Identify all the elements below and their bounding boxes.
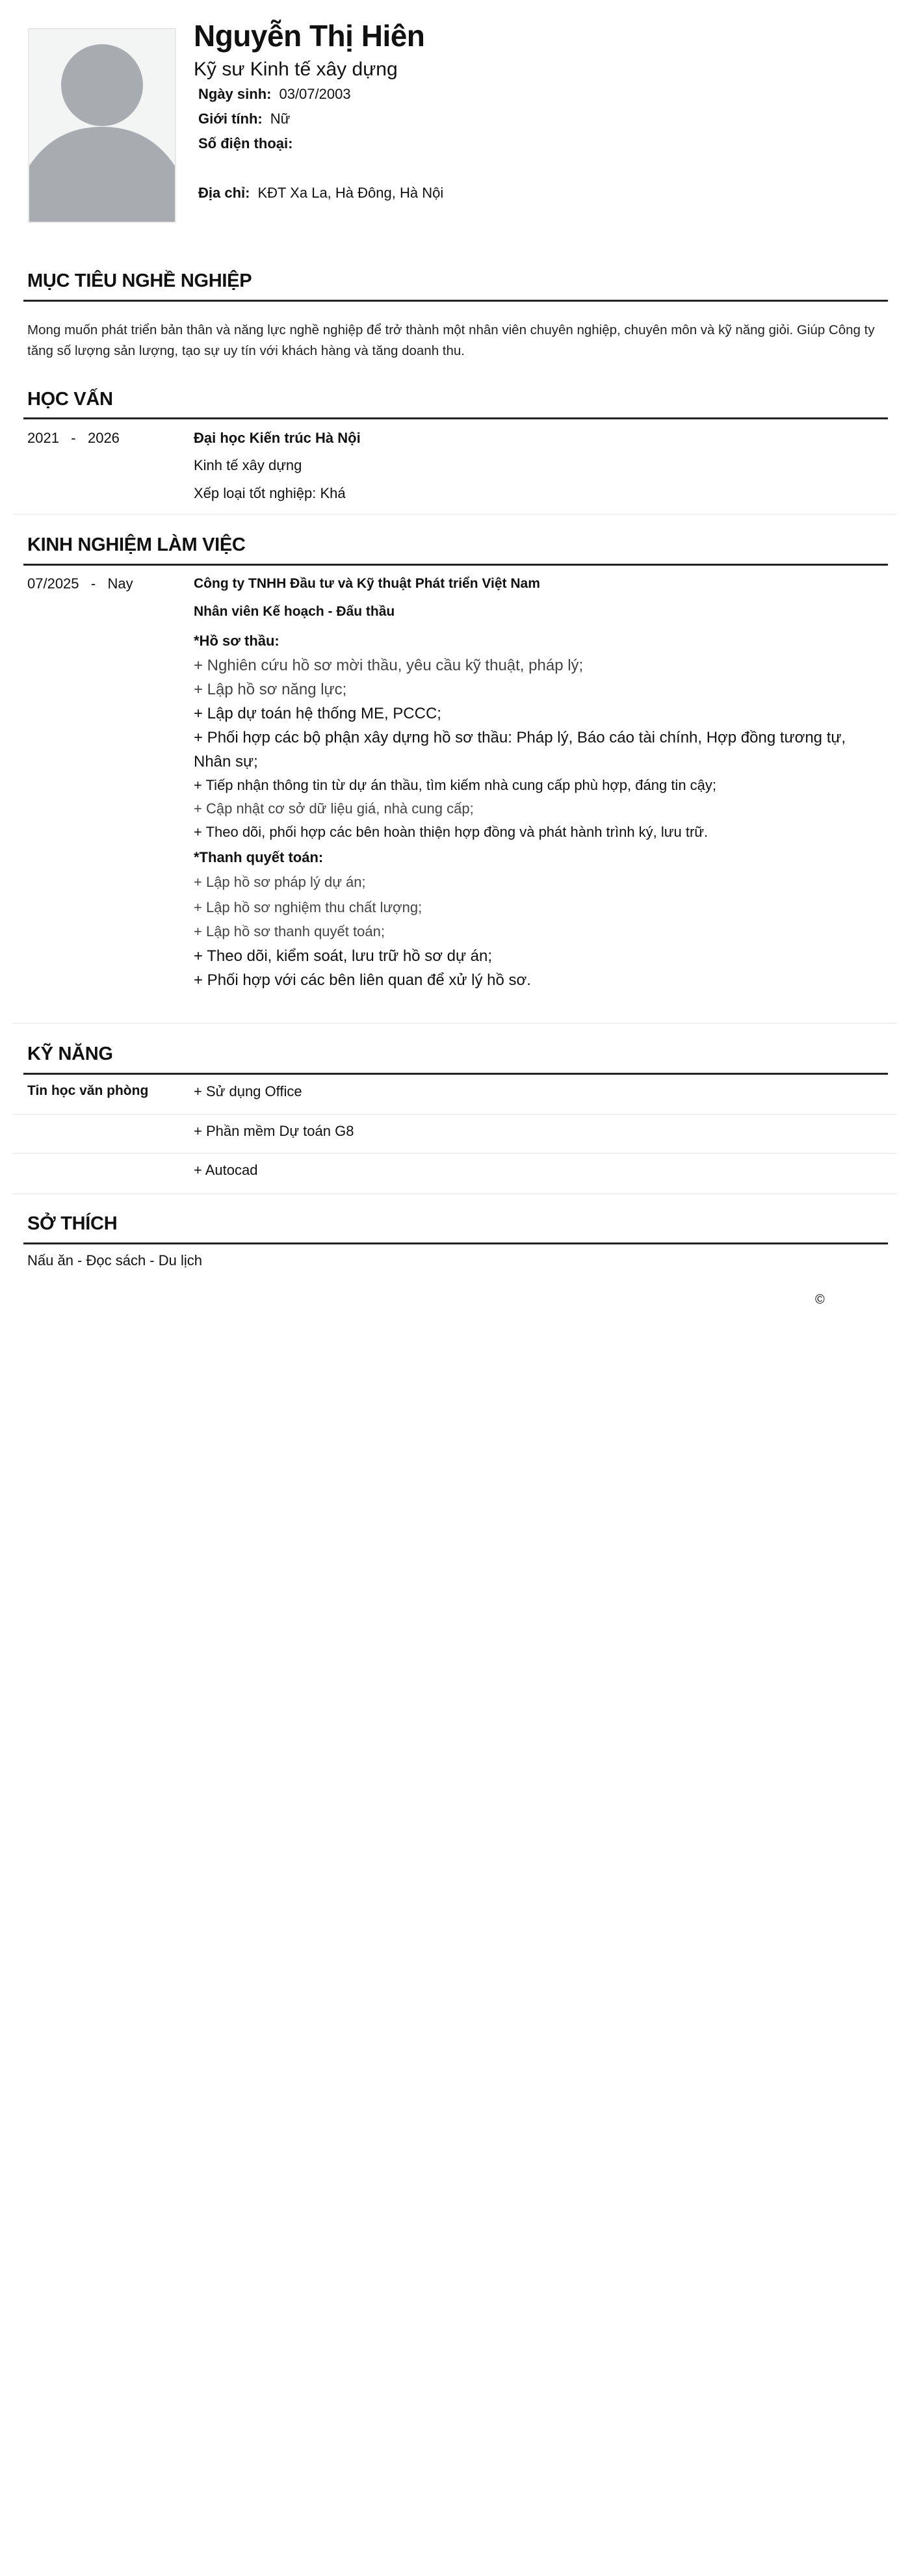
duty-item: + Lập hồ sơ nghiệm thu chất lượng; <box>194 899 422 915</box>
phone-row <box>198 135 300 152</box>
date-separator: - <box>71 430 76 446</box>
end-date: Nay <box>107 575 133 592</box>
address-row <box>198 185 443 202</box>
education-heading: HỌC VẤN <box>27 389 113 410</box>
duty-item: + Lập hồ sơ năng lực; <box>194 681 347 698</box>
duty-item: + Tiếp nhận thông tin từ dự án thầu, tìm kiếm nhà cung cấp phù hợp, đáng tin cậy; <box>194 777 717 793</box>
section-divider <box>23 1242 888 1244</box>
address-value: KĐT Xa La, Hà Đông, Hà Nội <box>257 185 444 201</box>
phone-label: Số điện thoại: <box>198 135 293 151</box>
section-divider <box>23 1073 888 1075</box>
hobbies-heading: SỞ THÍCH <box>27 1213 118 1234</box>
education-period <box>27 430 120 447</box>
end-date: 2026 <box>87 430 120 446</box>
candidate-name: Nguyễn Thị Hiên <box>194 19 425 53</box>
row-divider <box>13 1114 897 1115</box>
duty-item: Nhân sự; <box>194 753 258 770</box>
duty-item: + Theo dõi, kiểm soát, lưu trữ hồ sơ dự án; <box>194 947 493 965</box>
objective-heading: MỤC TIÊU NGHỀ NGHIỆP <box>27 270 252 291</box>
duty-item: + Lập hồ sơ thanh quyết toán; <box>194 923 385 940</box>
gender-row <box>198 111 290 127</box>
gender-label: Giới tính: <box>198 111 263 127</box>
duty-item: + Theo dõi, phối hợp các bên hoàn thiện hợp đồng và phát hành trình ký, lưu trữ. <box>194 824 708 840</box>
duty-item: + Lập dự toán hệ thống ME, PCCC; <box>194 705 441 722</box>
duty-item: + Cập nhật cơ sở dữ liệu giá, nhà cung cấp; <box>194 800 474 817</box>
row-divider <box>13 1023 897 1024</box>
avatar-placeholder <box>28 28 176 223</box>
skill-item: + Phần mềm Dự toán G8 <box>194 1123 354 1139</box>
start-date: 07/2025 <box>27 575 79 592</box>
company-name: Công ty TNHH Đầu tư và Kỹ thuật Phát triển Việt Nam <box>194 576 540 591</box>
gender-value: Nữ <box>270 111 291 127</box>
duty-item: + Nghiên cứu hồ sơ mời thầu, yêu cầu kỹ thuật, pháp lý; <box>194 657 584 674</box>
dob-value: 03/07/2003 <box>279 86 351 102</box>
experience-heading: KINH NGHIỆM LÀM VIỆC <box>27 534 246 555</box>
row-divider <box>13 1193 897 1194</box>
major: Kinh tế xây dựng <box>194 457 302 473</box>
copyright-mark: © <box>815 1293 825 1307</box>
skill-item: + Autocad <box>194 1162 258 1178</box>
school-name: Đại học Kiến trúc Hà Nội <box>194 430 361 446</box>
experience-period <box>27 575 133 592</box>
section-divider <box>23 417 888 419</box>
address-label: Địa chỉ: <box>198 185 250 201</box>
start-date: 2021 <box>27 430 59 446</box>
job-role: Nhân viên Kế hoạch - Đấu thầu <box>194 604 395 619</box>
row-divider <box>13 1153 897 1154</box>
duty-group-title: *Hồ sơ thầu: <box>194 633 280 649</box>
objective-text: Mong muốn phát triển bản thân và năng lực nghề nghiệp để trở thành một nhân viên chuyên nghiệp, chuyên môn và kỹ năng giỏi. Giúp Công ty tăng số lượng sản lượng, tạo sự uy tín với khách hàng và tăng doanh thu. <box>27 322 875 358</box>
dob-row <box>198 86 351 103</box>
section-divider <box>23 300 888 302</box>
section-divider <box>23 564 888 566</box>
date-separator: - <box>90 575 96 592</box>
duty-group-title: *Thanh quyết toán: <box>194 849 324 865</box>
skill-item: + Sử dụng Office <box>194 1083 302 1099</box>
dob-label: Ngày sinh: <box>198 86 272 102</box>
row-divider <box>13 514 897 515</box>
graduation-grade: Xếp loại tốt nghiệp: Khá <box>194 485 346 501</box>
candidate-position: Kỹ sư Kinh tế xây dựng <box>194 59 398 80</box>
duty-item: + Phối hợp với các bên liên quan để xử lý hồ sơ. <box>194 971 531 989</box>
duty-item: + Phối hợp các bộ phận xây dựng hồ sơ thầu: Pháp lý, Báo cáo tài chính, Hợp đồng tương tự, <box>194 729 846 746</box>
person-icon <box>29 29 175 222</box>
duty-item: + Lập hồ sơ pháp lý dự án; <box>194 874 366 890</box>
skill-category: Tin học văn phòng <box>27 1083 149 1098</box>
skills-heading: KỸ NĂNG <box>27 1044 113 1064</box>
hobbies-text: Nấu ăn - Đọc sách - Du lịch <box>27 1252 202 1268</box>
